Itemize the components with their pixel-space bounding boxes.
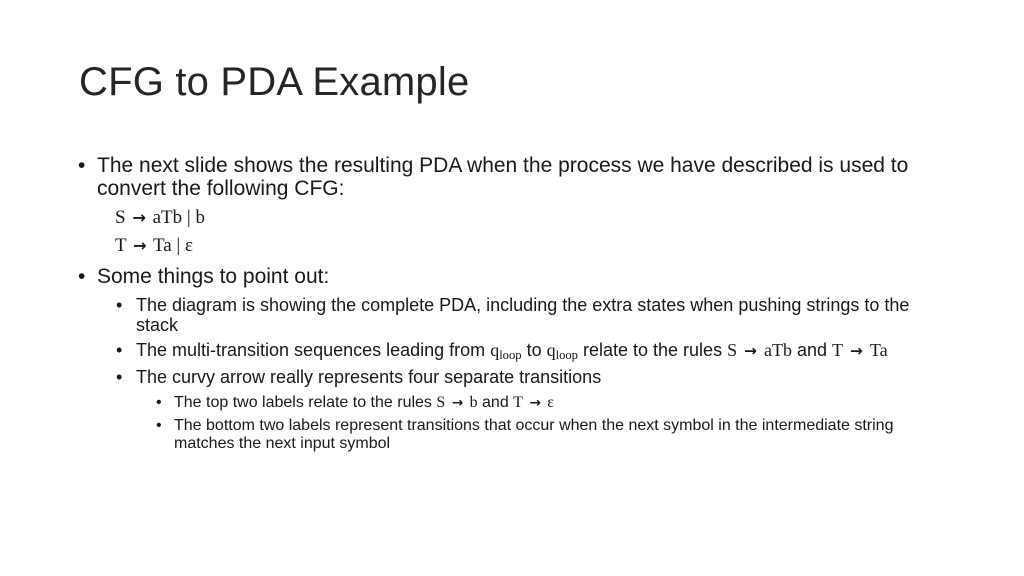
rule-rhs: Ta | ε [152, 234, 193, 256]
grammar-rule-s [76, 204, 956, 232]
bullet-icon: • [156, 417, 162, 435]
state-subscript: loop [499, 348, 522, 363]
bullet-icon: • [116, 295, 123, 316]
state-subscript: loop [555, 348, 578, 363]
arrow-right-icon: → [850, 341, 863, 360]
subbullet-multi-transition [76, 341, 956, 363]
bullet-icon: • [78, 154, 86, 177]
rule-lhs: S [115, 207, 126, 229]
subbullet-curvy-arrow [76, 368, 956, 388]
grammar-rule-t [76, 232, 956, 260]
rule-rhs: Ta [869, 339, 888, 360]
rule-lhs: T [115, 234, 127, 256]
bullet-icon: • [116, 366, 123, 387]
arrow-right-icon: → [132, 208, 146, 228]
rule-rhs: ε [547, 393, 554, 411]
subsubbullet-bottom-labels [76, 417, 956, 452]
text-segment: relate to the rules [577, 339, 728, 360]
text-segment: and [791, 339, 832, 360]
bullet-text: The diagram is showing the complete PDA, including the extra states when pushing strings to the stack [136, 295, 910, 336]
subsubbullet-top-labels [76, 394, 956, 412]
state-symbol: q [546, 339, 556, 360]
rule-rhs: aTb [763, 339, 792, 360]
bullet-text: The bottom two labels represent transitions that occur when the next symbol in the intermediate string matches the next input symbol [174, 417, 894, 452]
text-segment: to [521, 339, 547, 360]
slide-title: CFG to PDA Example [79, 60, 470, 104]
arrow-right-icon: → [133, 235, 147, 255]
text-segment: The multi-transition sequences leading from [136, 339, 491, 360]
bullet-text: Some things to point out: [97, 265, 330, 289]
text-segment: The top two labels relate to the rules [174, 393, 437, 411]
bullet-icon: • [78, 265, 86, 289]
arrow-right-icon: → [451, 394, 464, 411]
arrow-right-icon: → [744, 341, 757, 360]
slide-body [76, 154, 956, 453]
rule-lhs: T [513, 393, 523, 411]
rule-lhs: T [831, 339, 843, 360]
rule-rhs: aTb | b [152, 207, 205, 229]
bullet-icon: • [116, 339, 123, 360]
text-segment: and [477, 393, 514, 411]
bullet-points-out [76, 265, 956, 288]
rule-rhs: b [469, 393, 478, 411]
bullet-text: The next slide shows the resulting PDA when the process we have described is used to convert the following CFG: [97, 154, 909, 201]
state-q-loop [546, 339, 578, 363]
bullet-icon: • [156, 393, 162, 411]
rule-lhs: S [436, 393, 446, 411]
state-q-loop [490, 339, 522, 363]
subbullet-diagram [76, 296, 956, 336]
arrow-right-icon: → [529, 394, 541, 411]
state-symbol: q [490, 339, 500, 360]
rule-lhs: S [727, 339, 738, 360]
bullet-cfg-intro [76, 154, 956, 200]
bullet-text: The curvy arrow really represents four separate transitions [136, 366, 602, 387]
